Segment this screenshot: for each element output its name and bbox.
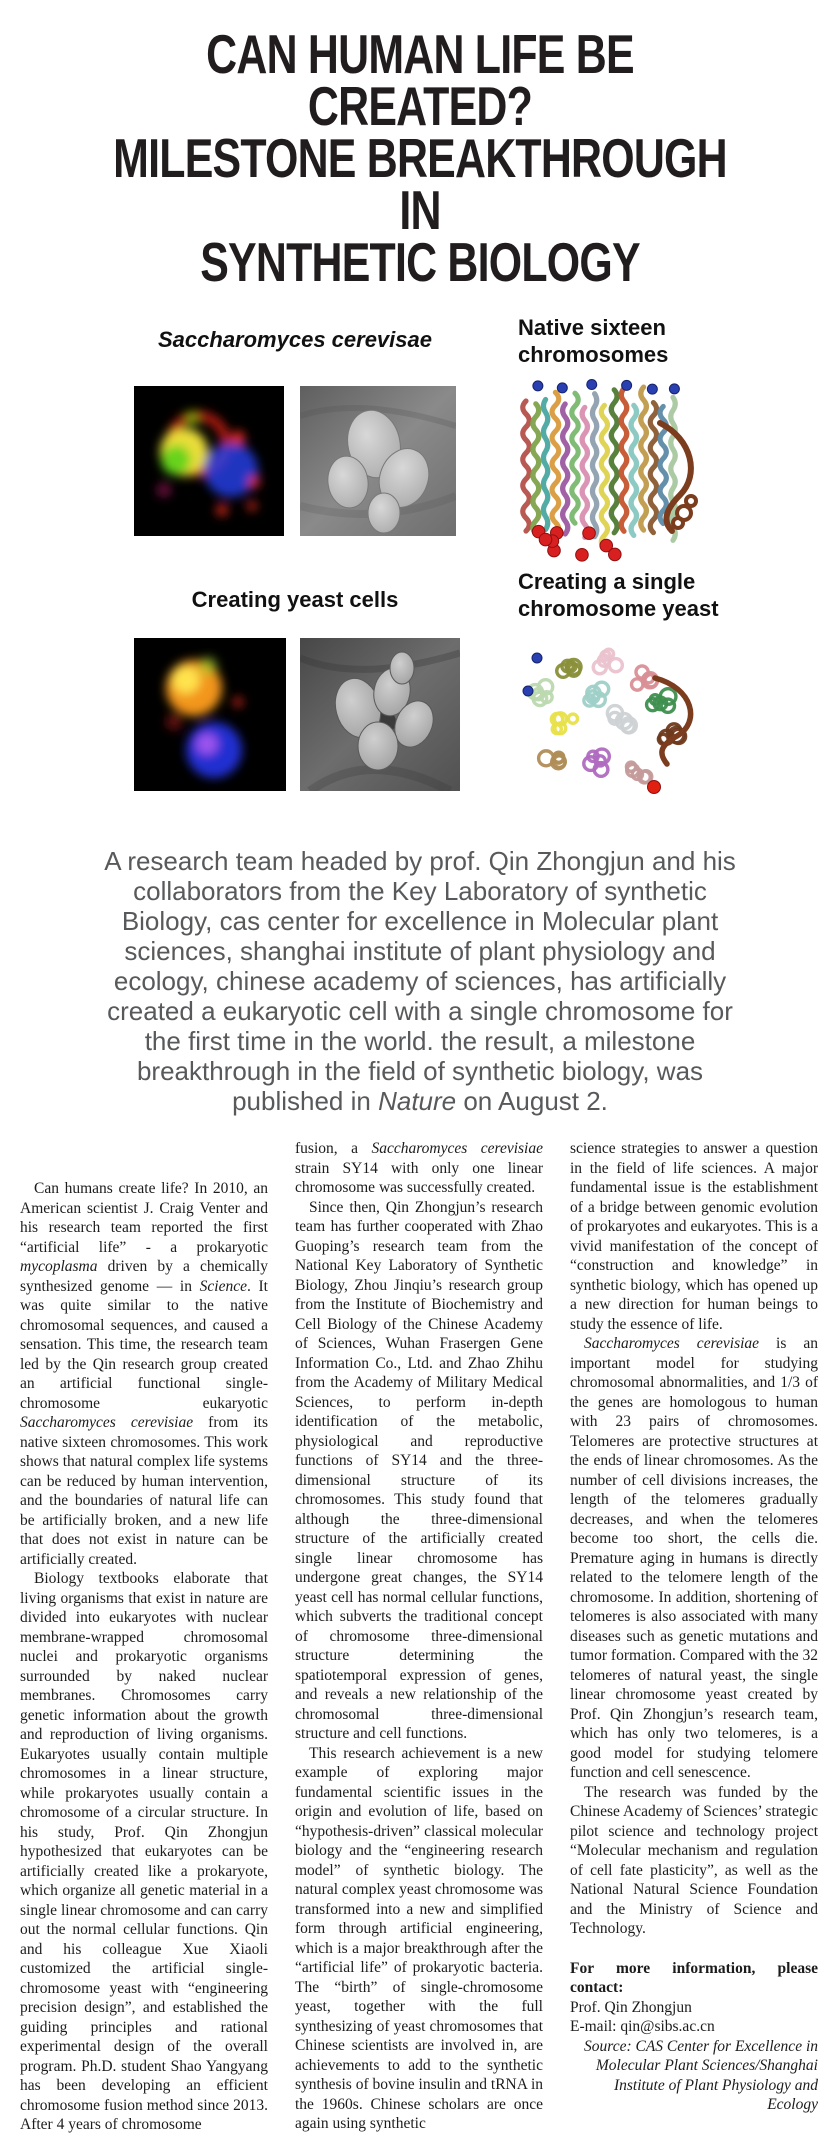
- label-native-sixteen-chromosomes: [518, 314, 668, 368]
- column-2: [295, 1139, 543, 2135]
- paragraph: Can humans create life? In 2010, an American scientist J. Craig Venter and his research team reported the first “artificial life” - a prokaryotic mycoplasma driven by a chemically synthesized genome — in Science. It was quite similar to the native chromosomal sequences, and caused a sensation. This time, the research team led by the Qin research group created an artificial functional single-chromosome eukaryotic Saccharomyces cerevisiae from its native sixteen chromosomes. This work shows that natural complex life systems can be reduced by human intervention, and the boundaries of natural life can be artificially broken, and a new life that does not exist in nature can be artificially created.: [20, 1180, 268, 1568]
- intro-paragraph: A research team headed by prof. Qin Zhongjun and his collaborators from the Key Laboratory of synthetic Biology, cas center for excellence in Molecular plant sciences, shanghai institute of plant physiology and ecology, chinese academy of sciences, has artificially created a eukaryotic cell with a single chromosome for the first time in the world. the result, a milestone breakthrough in the field of synthetic biology, was published in Nature on August 2.: [104, 846, 736, 1116]
- contact-block: [570, 1959, 818, 2037]
- sem-micrograph-native: [300, 386, 456, 536]
- label-saccharomyces-cerevisae: Saccharomyces cerevisae: [158, 327, 432, 352]
- native-sixteen-chromosomes-render: [510, 371, 700, 581]
- contact-email: E-mail: qin@sibs.ac.cn: [570, 2018, 715, 2035]
- column-1: [20, 1139, 268, 2135]
- title-line-2: MILESTONE BREAKTHROUGH IN: [113, 127, 727, 241]
- title-line-1: CAN HUMAN LIFE BE CREATED?: [206, 23, 634, 137]
- paragraph: science strategies to answer a question in the field of life sciences. A major fundamental issue is the establishment of a bridge between genomic evolution of prokaryotes and eukaryotes. This is a vivid manifestation of the concept of “construction and knowledge” in synthetic biology, which has opened up a new direction for human beings to study the essence of life.: [570, 1140, 818, 1333]
- contact-heading: For more information, please contact:: [570, 1959, 818, 1996]
- paragraph: Biology textbooks elaborate that living organisms that exist in nature are divided into eukaryotes with nuclear membrane-wrapped chromosomal nuclei and prokaryotic organisms surrounded by naked nuclear membranes. Chromosomes carry genetic information about the growth and reproduction of living organisms. Eukaryotes usually contain multiple chromosomes in a linear structure, while prokaryotes usually contain a chromosome of a circular structure. In his study, Prof. Qin Zhongjun hypothesized that eukaryotes can be artificially created like a prokaryote, which organize all genetic material in a single linear chromosome and can carry out the normal cellular functions. Qin and his colleague Xue Xiaoli customized the artificial single-chromosome yeast with “engineering precision design”, and established the guiding principles and rational experimental design of the overall program. Ph.D. student Shao Yangyang has been developing an efficient chromosome fusion method since 2013. After 4 years of chromosome: [20, 1570, 268, 2133]
- paragraph: This research achievement is a new example of exploring major fundamental scientific issues in the origin and evolution of life, based on “hypothesis-driven” classical molecular biology and the “engineering research model” of synthetic biology. The natural complex yeast chromosome was transformed into a new and simplified form through artificial engineering, which is a major breakthrough after the “artificial life” of prokaryotic bacteria. The “birth” of single-chromosome yeast, together with the full synthesizing of yeast chromosomes that Chinese scientists are involved in, are achievements to add to the synthetic synthesis of bovine insulin and tRNA in the 1960s. Chinese scholars are once again using synthetic: [295, 1744, 543, 2132]
- label-creating-yeast-cells: Creating yeast cells: [191, 587, 399, 612]
- article-columns: [20, 1139, 818, 2135]
- paragraph: Since then, Qin Zhongjun’s research team has further cooperated with Zhao Guoping’s research team from the National Key Laboratory of Synthetic Biology, Zhou Jinqiu’s research group from the Institute of Biochemistry and Cell Biology of the Chinese Academy of Sciences, Wuhan Frasergen Gene Information Co., Ltd. and Zhao Zhihu from the Academy of Military Medical Sciences, to perform in-depth identification of the metabolic, physiological and reproductive functions of SY14 and the three-dimensional structure of its chromosomes. This study found that although the three-dimensional structure of the artificially created single linear chromosome has undergone great changes, the SY14 yeast cell has normal cellular functions, which subverts the traditional concept of chromosome three-dimensional structure determining the spatiotemporal expression of genes, and reveals a new relationship of the chromosomal three-dimensional structure and cell functions.: [295, 1198, 543, 1742]
- column-3: [570, 1139, 818, 2135]
- label-native-sixteen-line2: chromosomes: [518, 342, 669, 367]
- fluorescence-micrograph-created: [134, 638, 286, 791]
- source-credit: Source: CAS Center for Excellence in Molecular Plant Sciences/Shanghai Institute of Plant Physiology and Ecology: [584, 2037, 818, 2113]
- label-creating-single-line1: Creating a single: [518, 569, 696, 594]
- label-creating-single-line2: chromosome yeast: [518, 596, 719, 621]
- article-page: [0, 23, 840, 2135]
- paragraph: Saccharomyces cerevisiae is an important model for studying chromosomal abnormalities, and 1/3 of the genes are homologous to human with 23 pairs of chromosomes. Telomeres are protective structures at the ends of linear chromosomes. As the number of cell divisions increases, the length of the telomeres gradually decreases, and when the telomeres become too short, the cells die. Premature aging in humans is directly related to the telomere length of the chromosome. In addition, shortening of telomeres is also associated with many diseases such as genetic mutations and tumor formation. Compared with the 32 telomeres of natural yeast, the single linear chromosome yeast created by Prof. Qin Zhongjun’s research team, which has only two telomeres, is a good model for studying telomere function and cell senescence.: [570, 1335, 818, 1781]
- page-title: [0, 23, 840, 293]
- single-chromosome-render: [507, 636, 702, 811]
- label-creating-single-chromosome: [518, 568, 719, 622]
- paragraph: fusion, a Saccharomyces cerevisiae strain SY14 with only one linear chromosome was successfully created.: [295, 1140, 543, 1196]
- figure-panel: [0, 288, 840, 828]
- contact-name: Prof. Qin Zhongjun: [570, 1998, 692, 2016]
- paragraph: The research was funded by the Chinese Academy of Sciences’ strategic pilot science and technology project “Molecular mechanism and regulation of cell fate plasticity”, as well as the National Natural Science Foundation and the Ministry of Science and Technology.: [570, 1783, 818, 1937]
- fluorescence-micrograph-native: [134, 386, 284, 536]
- title-line-3: SYNTHETIC BIOLOGY: [200, 231, 640, 293]
- sem-micrograph-created: [300, 638, 460, 791]
- label-native-sixteen-line1: Native sixteen: [518, 315, 666, 340]
